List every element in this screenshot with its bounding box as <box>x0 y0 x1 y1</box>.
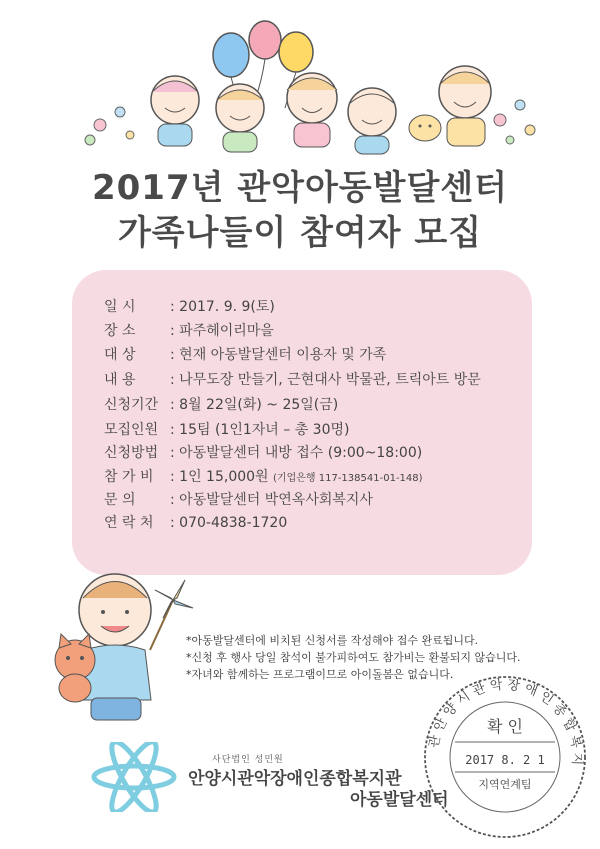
organization-corp: 사단법인 성민원 <box>212 755 284 765</box>
info-label: 문 의 <box>104 492 136 508</box>
info-label: 모집인원 <box>104 422 159 438</box>
info-value: : 나무도장 만들기, 근현대사 박물관, 트릭아트 방문 <box>170 372 481 388</box>
info-value: : 1인 15,000원 <box>170 469 269 485</box>
info-value: : 아동발달센터 박연옥사회복지사 <box>170 492 373 508</box>
info-row-target <box>104 345 386 365</box>
child-2 <box>216 84 264 152</box>
child-1 <box>151 76 199 146</box>
info-row-content <box>104 370 481 390</box>
info-label: 장 소 <box>104 323 136 339</box>
bank-account: (기업은행 117-138541-01-148) <box>273 473 423 484</box>
child-3 <box>287 73 337 147</box>
note-line: *아동발달센터에 비치된 신청서를 작성해야 접수 완료됩니다. <box>186 634 479 647</box>
child-5 <box>439 66 491 146</box>
info-value: : 파주헤이리마을 <box>170 323 274 339</box>
note-line: *신청 후 행사 당일 참석이 불가피하여도 참가비는 환불되지 않습니다. <box>186 651 521 664</box>
stamp-dept: 지역연계팀 <box>478 778 532 791</box>
info-row-contact <box>104 513 287 533</box>
children-balloons-illustration <box>0 0 600 160</box>
info-label: 내 용 <box>104 372 136 388</box>
info-label: 신청방법 <box>104 445 159 461</box>
info-row-place <box>104 321 274 341</box>
info-row-capacity <box>104 420 349 440</box>
info-value: : 15팀 (1인1자녀 – 총 30명) <box>170 422 350 438</box>
info-row-method <box>104 443 422 463</box>
flowers-right <box>494 100 535 144</box>
info-row-period <box>104 395 338 415</box>
stamp-heading: 확 인 <box>487 717 523 736</box>
approval-stamp <box>420 672 590 842</box>
boy-pinwheel-illustration <box>45 560 195 730</box>
organization-name: 안양시관악장애인종합복지관 <box>188 769 402 789</box>
child-4 <box>348 88 396 154</box>
flowers-left <box>85 107 134 145</box>
organization-center: 아동발달센터 <box>350 790 449 810</box>
stamp-date: 2017 8. 2 1 <box>465 753 545 767</box>
cat <box>55 634 95 702</box>
info-value: : 070-4838-1720 <box>170 515 288 531</box>
title-line-1: 2017년 관악아동발달센터 <box>91 168 509 208</box>
info-label: 연 락 처 <box>104 515 154 531</box>
info-value: : 8월 22일(화) ~ 25일(금) <box>170 397 339 413</box>
info-row-date <box>104 297 275 317</box>
info-row-inquiry <box>104 490 373 510</box>
info-label: 대 상 <box>104 347 136 363</box>
organization-logo-icon <box>86 742 182 812</box>
info-label: 일 시 <box>104 299 136 315</box>
info-value: : 아동발달센터 내방 접수 (9:00~18:00) <box>170 445 423 461</box>
info-value: : 현재 아동발달센터 이용자 및 가족 <box>170 347 387 363</box>
puppy <box>409 115 441 141</box>
title-line-2: 가족나들이 참여자 모집 <box>117 213 483 253</box>
stamp-ring-text: 관 안 양 시 관 악 장 애 인 종 합 복 지 <box>426 677 585 766</box>
info-row-fee <box>104 467 423 489</box>
info-label: 참 가 비 <box>104 469 154 485</box>
info-label: 신청기간 <box>104 397 159 413</box>
info-value: : 2017. 9. 9(토) <box>170 299 275 315</box>
note-line: *자녀와 함께하는 프로그램이므로 아이돌봄은 없습니다. <box>186 668 454 681</box>
